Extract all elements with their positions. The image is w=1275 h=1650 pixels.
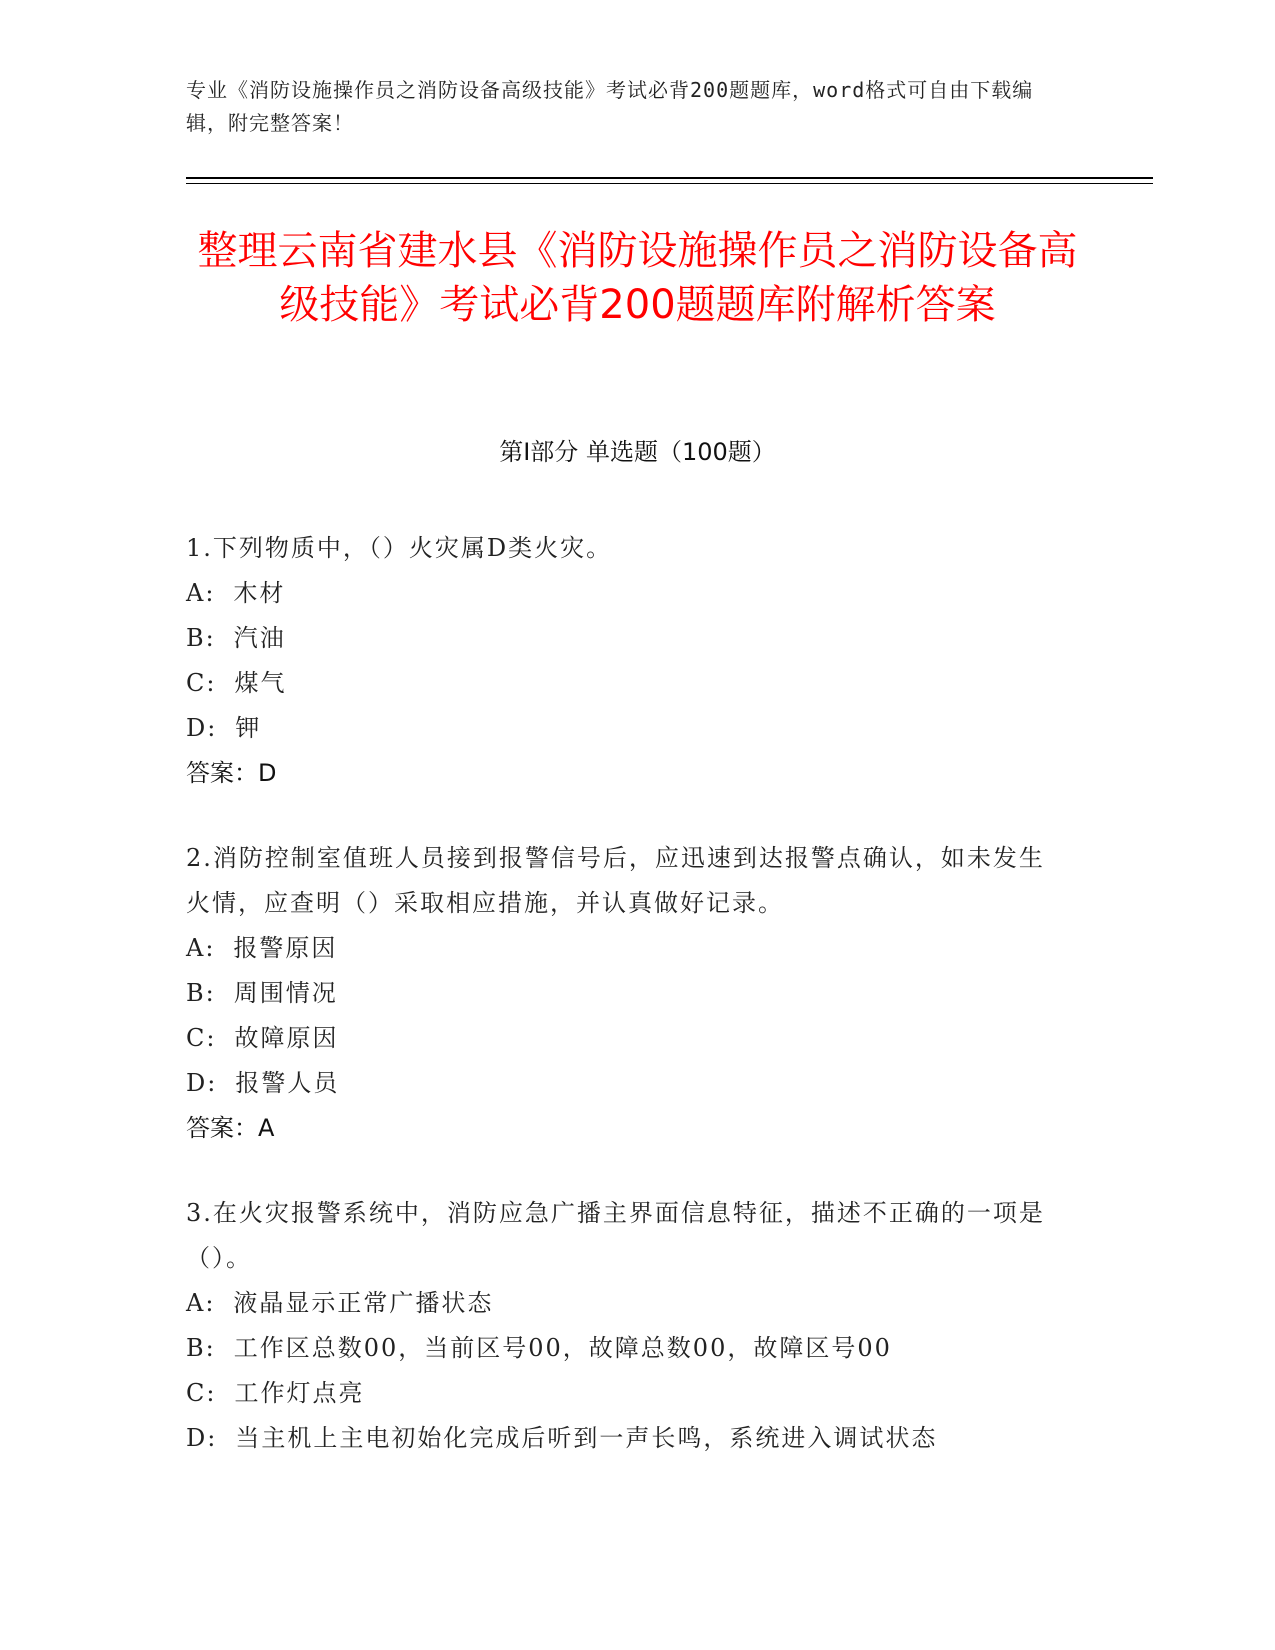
option-text: 煤气 xyxy=(234,669,287,697)
option-a xyxy=(186,926,1066,971)
option-b xyxy=(186,1326,1066,1371)
option-key: C: xyxy=(186,1379,217,1407)
option-key: C: xyxy=(186,1024,217,1052)
question-3 xyxy=(186,1191,1066,1461)
option-text: 钾 xyxy=(235,714,262,742)
option-key: D: xyxy=(186,1424,218,1452)
option-key: B: xyxy=(186,624,216,652)
option-text: 液晶显示正常广播状态 xyxy=(233,1289,494,1317)
option-text: 工作区总数00，当前区号00，故障总数00，故障区号00 xyxy=(233,1334,892,1362)
option-key: A: xyxy=(186,934,216,962)
question-text: 3.在火灾报警系统中，消防应急广播主界面信息特征，描述不正确的一项是（）。 xyxy=(186,1199,1045,1272)
option-c xyxy=(186,661,1066,706)
answer-line: 答案：A xyxy=(186,1114,275,1142)
section-heading: 第I部分 单选题（100题） xyxy=(499,438,776,466)
option-c xyxy=(186,1016,1066,1061)
option-text: 木材 xyxy=(233,579,286,607)
option-key: C: xyxy=(186,669,217,697)
option-key: D: xyxy=(186,1069,218,1097)
header-note: 专业《消防设施操作员之消防设备高级技能》考试必背200题题库，word格式可自由下载编辑，附完整答案！ xyxy=(186,78,1034,135)
option-text: 汽油 xyxy=(233,624,286,652)
option-b xyxy=(186,971,1066,1016)
question-text: 2.消防控制室值班人员接到报警信号后，应迅速到达报警点确认，如未发生火情，应查明（）采取相应措施，并认真做好记录。 xyxy=(186,844,1045,917)
option-key: B: xyxy=(186,979,216,1007)
option-a xyxy=(186,571,1066,616)
option-a xyxy=(186,1281,1066,1326)
question-2 xyxy=(186,836,1066,1151)
option-d xyxy=(186,706,1066,751)
option-d xyxy=(186,1416,1066,1461)
option-c xyxy=(186,1371,1066,1416)
question-list xyxy=(186,526,1066,1501)
question-1 xyxy=(186,526,1066,796)
option-b xyxy=(186,616,1066,661)
option-key: D: xyxy=(186,714,218,742)
header-rule-thin xyxy=(186,183,1153,184)
option-text: 故障原因 xyxy=(234,1024,339,1052)
option-text: 当主机上主电初始化完成后听到一声长鸣，系统进入调试状态 xyxy=(235,1424,938,1452)
option-d xyxy=(186,1061,1066,1106)
answer-line: 答案：D xyxy=(186,759,277,787)
question-text: 1.下列物质中，（）火灾属D类火灾。 xyxy=(186,534,613,562)
option-key: B: xyxy=(186,1334,216,1362)
option-text: 报警人员 xyxy=(235,1069,340,1097)
option-text: 周围情况 xyxy=(233,979,338,1007)
document-title: 整理云南省建水县《消防设施操作员之消防设备高级技能》考试必背200题题库附解析答案 xyxy=(197,228,1078,328)
option-text: 报警原因 xyxy=(233,934,338,962)
option-text: 工作灯点亮 xyxy=(234,1379,365,1407)
option-key: A: xyxy=(186,579,216,607)
option-key: A: xyxy=(186,1289,216,1317)
header-rule-thick xyxy=(186,177,1153,179)
